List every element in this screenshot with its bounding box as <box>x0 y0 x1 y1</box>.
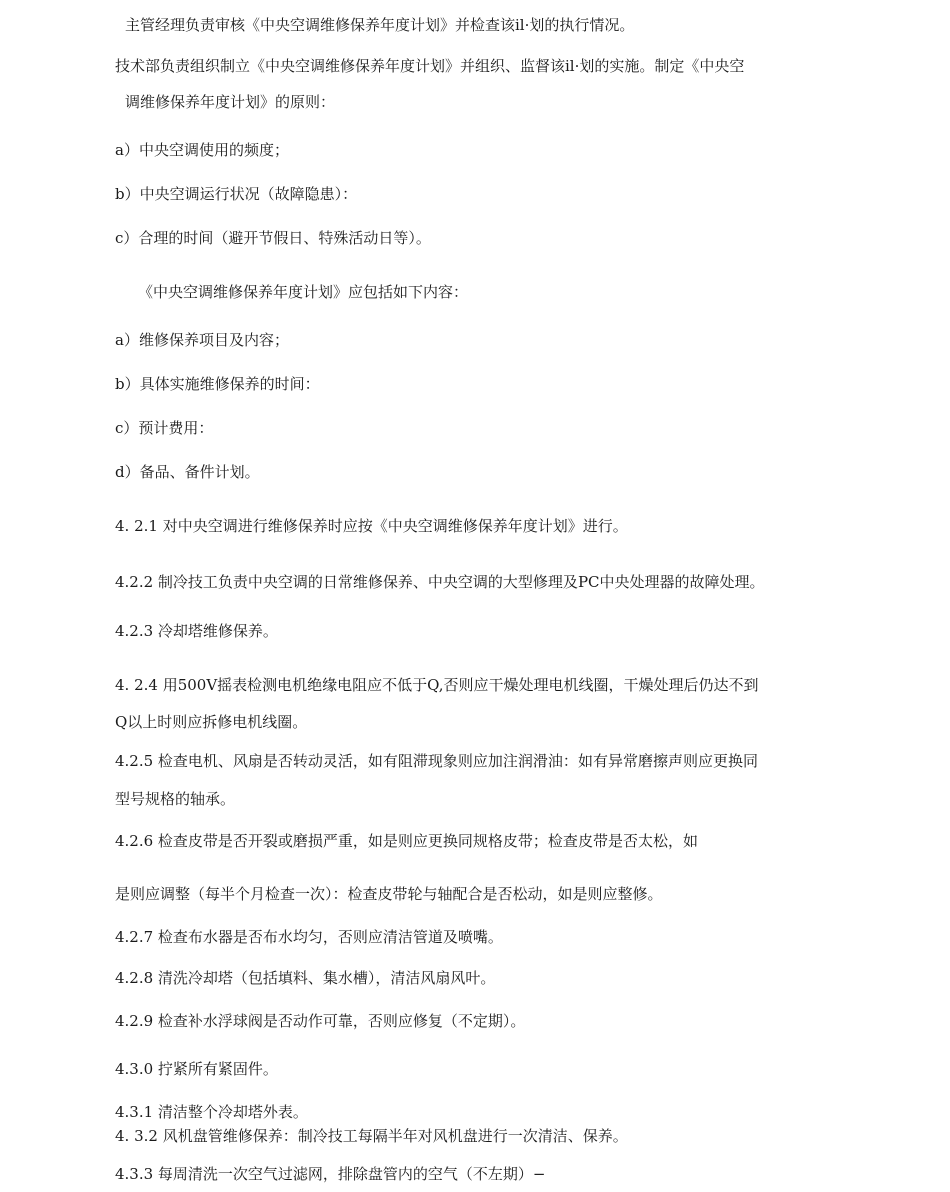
list-item: c）预计费用： <box>115 419 214 437</box>
text-line: 调维修保养年度计划》的原则： <box>125 93 336 111</box>
section-item: 4.2.2 制冷技工负责中央空调的日常维修保养、中央空调的大型修理及PC中央处理器的故障处理。 <box>115 573 765 591</box>
section-item: 4.3.1 清洁整个冷却塔外表。 <box>115 1103 308 1121</box>
section-item: 4.2.9 检查补水浮球阀是否动作可靠，否则应修复（不定期）。 <box>115 1012 526 1030</box>
section-item: 4.2.5 检查电机、风扇是否转动灵活，如有阻滞现象则应加注润滑油：如有异常磨擦声则应更换同 <box>115 752 758 770</box>
text-line: 技术部负责组织制立《中央空调维修保养年度计划》并组织、监督该il·划的实施。制定《中央空 <box>115 57 745 75</box>
list-item: a）中央空调使用的频度； <box>115 141 289 159</box>
text-line: 型号规格的轴承。 <box>115 790 236 808</box>
text-line: 《中央空调维修保养年度计划》应包括如下内容： <box>138 283 469 301</box>
section-item: 4.2.3 冷却塔维修保养。 <box>115 622 278 640</box>
section-item: 4.2.7 检查布水器是否布水均匀，否则应清洁管道及喷嘴。 <box>115 928 503 946</box>
section-item: 4.3.0 拧紧所有紧固件。 <box>115 1060 278 1078</box>
list-item: b）中央空调运行状况（故障隐患）： <box>115 185 358 203</box>
list-item: d）备品、备件计划。 <box>115 463 260 481</box>
text-line: 主管经理负责审核《中央空调维修保养年度计划》并检查该il·划的执行情况。 <box>125 16 635 34</box>
section-item: 4.2.8 清洗冷却塔（包括填料、集水槽），清洁风扇风叶。 <box>115 969 496 987</box>
list-item: a）维修保养项目及内容； <box>115 331 289 349</box>
section-item: 4.3.3 每周清洗一次空气过滤网，排除盘管内的空气（不左期）− <box>115 1165 546 1183</box>
section-item: 4. 3.2 风机盘管维修保养：制冷技工每隔半年对风机盘进行一次清洁、保养。 <box>115 1127 628 1145</box>
text-line: Q以上时则应拆修电机线圈。 <box>115 713 308 731</box>
list-item: b）具体实施维修保养的时间： <box>115 375 320 393</box>
list-item: c）合理的时间（避开节假日、特殊活动日等）。 <box>115 229 431 247</box>
section-item: 4.2.6 检查皮带是否开裂或磨损严重，如是则应更换同规格皮带；检查皮带是否太松，如 <box>115 832 698 850</box>
section-item: 4. 2.1 对中央空调进行维修保养时应按《中央空调维修保养年度计划》进行。 <box>115 517 628 535</box>
text-line: 是则应调整（每半个月检查一次）：检查皮带轮与轴配合是否松动，如是则应整修。 <box>115 885 663 903</box>
section-item: 4. 2.4 用500V摇表检测电机绝缘电阻应不低于Q,否则应干燥处理电机线圈，干燥处理后仍达不到 <box>115 676 759 694</box>
